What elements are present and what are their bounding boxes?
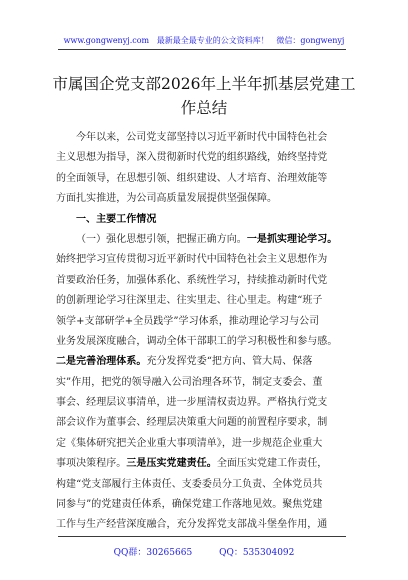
paragraph-line: 的全面领导，在思想引领、组织建设、人才培育、治理效能等 <box>56 172 328 184</box>
paragraph-line: 部会议作为董事会、经理层决策重大问题的前置程序要求，制 <box>56 417 328 429</box>
footer-qq-group: QQ群：30265665 <box>113 548 193 558</box>
paragraph-line: 的创新理论学习往深里走、往实里走、往心里走。构建“班子 <box>56 295 323 307</box>
document-title <box>40 72 368 120</box>
header-banner <box>0 35 408 46</box>
paragraph-line <box>56 454 352 474</box>
header-wechat: 微信：gongwenyj <box>276 36 345 45</box>
paragraph-line: 实”作用，把党的领导融入公司治理各环节，制定支委会、董 <box>56 376 323 388</box>
point-heading: 一是抓实理论学习。 <box>246 233 338 245</box>
header-slogan: 最新最全最专业的公文资料库！ <box>156 36 269 45</box>
paragraph-line: 同参与”的党建责任体系，确保党建工作落地见效。聚焦党建 <box>56 499 323 511</box>
title-line-1: 市属国企党支部2026年上半年抓基层党建工 <box>52 75 356 93</box>
subsection-heading: （一）强化思想引领，把握正确方向。 <box>76 233 247 245</box>
paragraph-line <box>56 352 352 372</box>
paragraph-line: 领学+支部研学+全员践学”学习体系，推动理论学习与公司 <box>56 315 320 327</box>
footer-divider <box>58 536 346 537</box>
footer-banner <box>0 545 408 558</box>
document-body <box>56 128 352 536</box>
point-heading: 二是完善治理体系。 <box>56 356 147 368</box>
paragraph-line: 始终把学习宣传贯彻习近平新时代中国特色社会主义思想作为 <box>56 254 328 266</box>
paragraph-line: 首要政治任务，加强体系化、系统性学习，持续推动新时代党 <box>56 274 328 286</box>
paragraph-text: 事项决策程序。 <box>56 458 127 470</box>
paragraph-line: 事会、经理层议事清单，进一步厘清权责边界。严格执行党支 <box>56 397 328 409</box>
point-heading: 三是压实党建责任。 <box>126 458 217 470</box>
paragraph-line: 今年以来，公司党支部坚持以习近平新时代中国特色社会 <box>76 132 328 143</box>
paragraph-line: 定《集体研究把关企业重大事项清单》，进一步规范企业重大 <box>56 437 323 449</box>
paragraph-line: 主义思想为指导，深入贯彻新时代党的组织路线，始终坚持党 <box>56 152 328 164</box>
header-divider <box>58 49 346 50</box>
paragraph-line <box>56 230 352 250</box>
paragraph-line: 业务发展深度融合，调动全体干部职工的学习积极性和参与感。 <box>56 335 338 347</box>
paragraph-text: 充分发挥党委“把方向、管大局、保落 <box>146 356 313 368</box>
title-line-2: 作总结 <box>180 99 228 117</box>
paragraph-line: 构建“党支部履行主体责任、支委委员分工负责、全体党员共 <box>56 478 323 490</box>
site-link[interactable]: www.gongwenyj.com <box>63 36 150 45</box>
footer-qq: QQ：535304092 <box>219 548 295 558</box>
paragraph-text: 全面压实党建工作责任， <box>216 458 328 470</box>
paragraph-line: 方面扎实推进，为公司高质量发展提供坚强保障。 <box>56 193 278 205</box>
paragraph-line: 工作与生产经营深度融合，充分发挥党支部战斗堡垒作用，通 <box>56 519 328 531</box>
section-heading: 一、主要工作情况 <box>76 213 157 225</box>
